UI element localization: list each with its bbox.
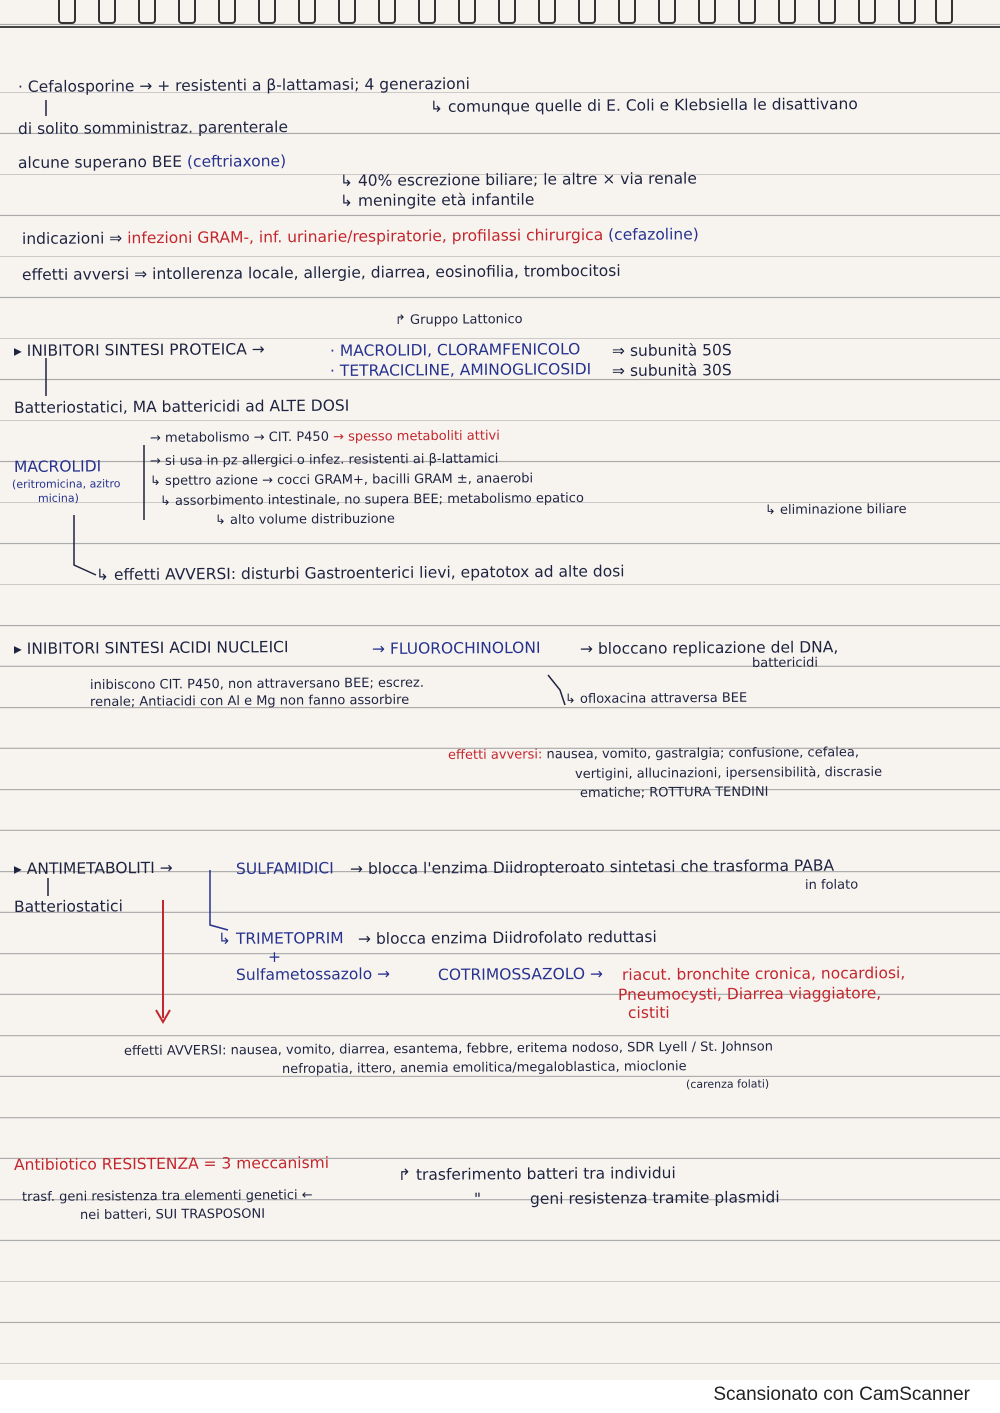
cefalosporine-note: ↳ comunque quelle di E. Coli e Klebsiella le disattivano [429,95,858,116]
macrolidi-label: MACROLIDI [13,457,102,476]
fluorochinoloni: → FLUOROCHINOLONI [371,638,541,658]
macrolidi-volume: ↳ alto volume distribuzione [214,511,395,528]
nucleici-effetti [448,745,859,763]
fluorochinoloni-azione: → bloccano replicazione del DNA, [579,638,839,658]
ofloxacina: ↳ ofloxacina attraversa BEE [564,690,748,707]
nucleici-effetti-2: vertigini, allucinazioni, ipersensibilità, discrasie [574,764,883,782]
resistenza-meccanismo-1: ↱ trasferimento batteri tra individui [397,1164,676,1184]
indicazioni-text: infezioni GRAM-, inf. urinarie/respiratorie, profilassi chirurgica [127,225,604,248]
nucleici-effetti-3: ematiche; ROTTURA TENDINI [579,784,769,801]
ditto-mark: " [473,1189,482,1208]
resistenza-meccanismo-3b: nei batteri, SUI TRASPOSONI [79,1206,266,1223]
cefalosporine-bee [18,152,286,172]
indicazioni-label: indicazioni ⇒ [21,229,123,248]
effetti-avversi-label: effetti avversi: [447,747,543,763]
cefazoline-text: (cefazoline) [608,225,699,244]
macrolidi-sub2: micina) [37,491,79,505]
bee-text: alcune superano BEE [17,152,183,172]
sulfamidici-azione: → blocca l'enzima Diidropteroato sintetasi che trasforma PABA [349,856,835,878]
camscanner-label: Scansionato con CamScanner [713,1384,970,1405]
cotrimossazolo: COTRIMOSSAZOLO → [437,964,604,984]
antimetaboliti-effetti-3: (carenza folati) [685,1077,770,1091]
sulfametossazolo: Sulfametossazolo → [235,964,391,984]
ceftriaxone-sub2: ↳ meningite età infantile [339,190,535,210]
ceftriaxone-text: (ceftriaxone) [186,152,287,171]
macrolidi-sub1: (eritromicina, azitro [11,477,121,491]
spiral-binding [0,0,1000,34]
nucleici-title: ▸ INIBITORI SINTESI ACIDI NUCLEICI [13,638,289,658]
batteriostatici-line: Batteriostatici, MA battericidi ad ALTE DOSI [13,396,350,417]
metabolismo-text: → metabolismo → CIT. P450 [149,429,330,446]
resistenza-meccanismo-2: geni resistenza tramite plasmidi [529,1188,780,1208]
tetracicline-row: · TETRACICLINE, AMINOGLICOSIDI [329,360,592,380]
subunit-30s: ⇒ subunità 30S [611,361,732,380]
macrolidi-eliminazione: ↳ eliminazione biliare [764,502,907,518]
nucleici-note2: renale; Antiacidi con Al e Mg non fanno assorbire [89,692,410,710]
subunit-50s: ⇒ subunità 50S [611,341,732,360]
effetti-text: intollerenza locale, allergie, diarrea, eosinofilia, trombocitosi [152,261,621,284]
cotrimossazolo-indicazioni-2: Pneumocysti, Diarrea viaggiatore, [617,984,882,1004]
macrolidi-metabolismo [150,429,500,446]
cotrimossazolo-indicazioni-1: riacut. bronchite cronica, nocardiosi, [621,964,906,984]
cotrimossazolo-indicazioni-3: cistiti [627,1003,670,1022]
antimetaboliti-title: ▸ ANTIMETABOLITI → [13,858,173,878]
resistenza-meccanismo-3: trasf. geni resistenza tra elementi genetici ← [21,1187,313,1205]
cefalosporine-title: · Cefalosporine → + resistenti a β-lattamasi; 4 generazioni [17,74,470,96]
effetti-line1: nausea, vomito, gastralgia; confusione, cefalea, [546,745,859,763]
macrolidi-row: · MACROLIDI, CLORAMFENICOLO [329,340,581,360]
plus-sign: + [267,947,282,966]
scanner-footer [0,1380,1000,1413]
macrolidi-spettro: ↳ spettro azione → cocci GRAM+, bacilli GRAM ±, anaerobi [149,471,534,489]
macrolidi-assorbimento: ↳ assorbimento intestinale, no supera BEE; metabolismo epatico [159,491,584,509]
resistenza-title: Antibiotico RESISTENZA = 3 meccanismi [13,1153,330,1174]
gruppo-lattonico: ↱ Gruppo Lattonico [394,312,523,328]
antimetaboliti-effetti-1: effetti AVVERSI: nausea, vomito, diarrea, esantema, febbre, eritema nodoso, SDR Lyell / St. Johnson [123,1039,773,1059]
sulfamidici-folato: in folato [804,877,859,893]
trimetoprim: ↳ TRIMETOPRIM [217,929,344,948]
macrolidi-effetti: ↳ effetti AVVERSI: disturbi Gastroenterici lievi, epatotox ad alte dosi [95,562,625,584]
nucleici-note1: inibiscono CIT. P450, non attraversano BEE; escrez. [89,675,424,693]
cefalosporine-route: di solito somministraz. parenterale [17,118,289,138]
macrolidi-uso: → si usa in pz allergici o infez. resistenti ai β-lattamici [149,451,499,469]
trimetoprim-azione: → blocca enzima Diidrofolato reduttasi [357,927,657,948]
ceftriaxone-sub1: ↳ 40% escrezione biliare; le altre × via renale [339,169,697,190]
battericidi: battericidi [751,655,819,671]
proteica-title: ▸ INIBITORI SINTESI PROTEICA → [13,340,265,360]
metaboliti-attivi-text: → spesso metaboliti attivi [333,428,500,445]
effetti-label: effetti avversi ⇒ [21,265,148,284]
antimetaboliti-effetti-2: nefropatia, ittero, anemia emolitica/megaloblastica, mioclonie [281,1059,687,1077]
antimetaboliti-batteriostatici: Batteriostatici [13,897,123,916]
sulfamidici: SULFAMIDICI [235,859,334,878]
